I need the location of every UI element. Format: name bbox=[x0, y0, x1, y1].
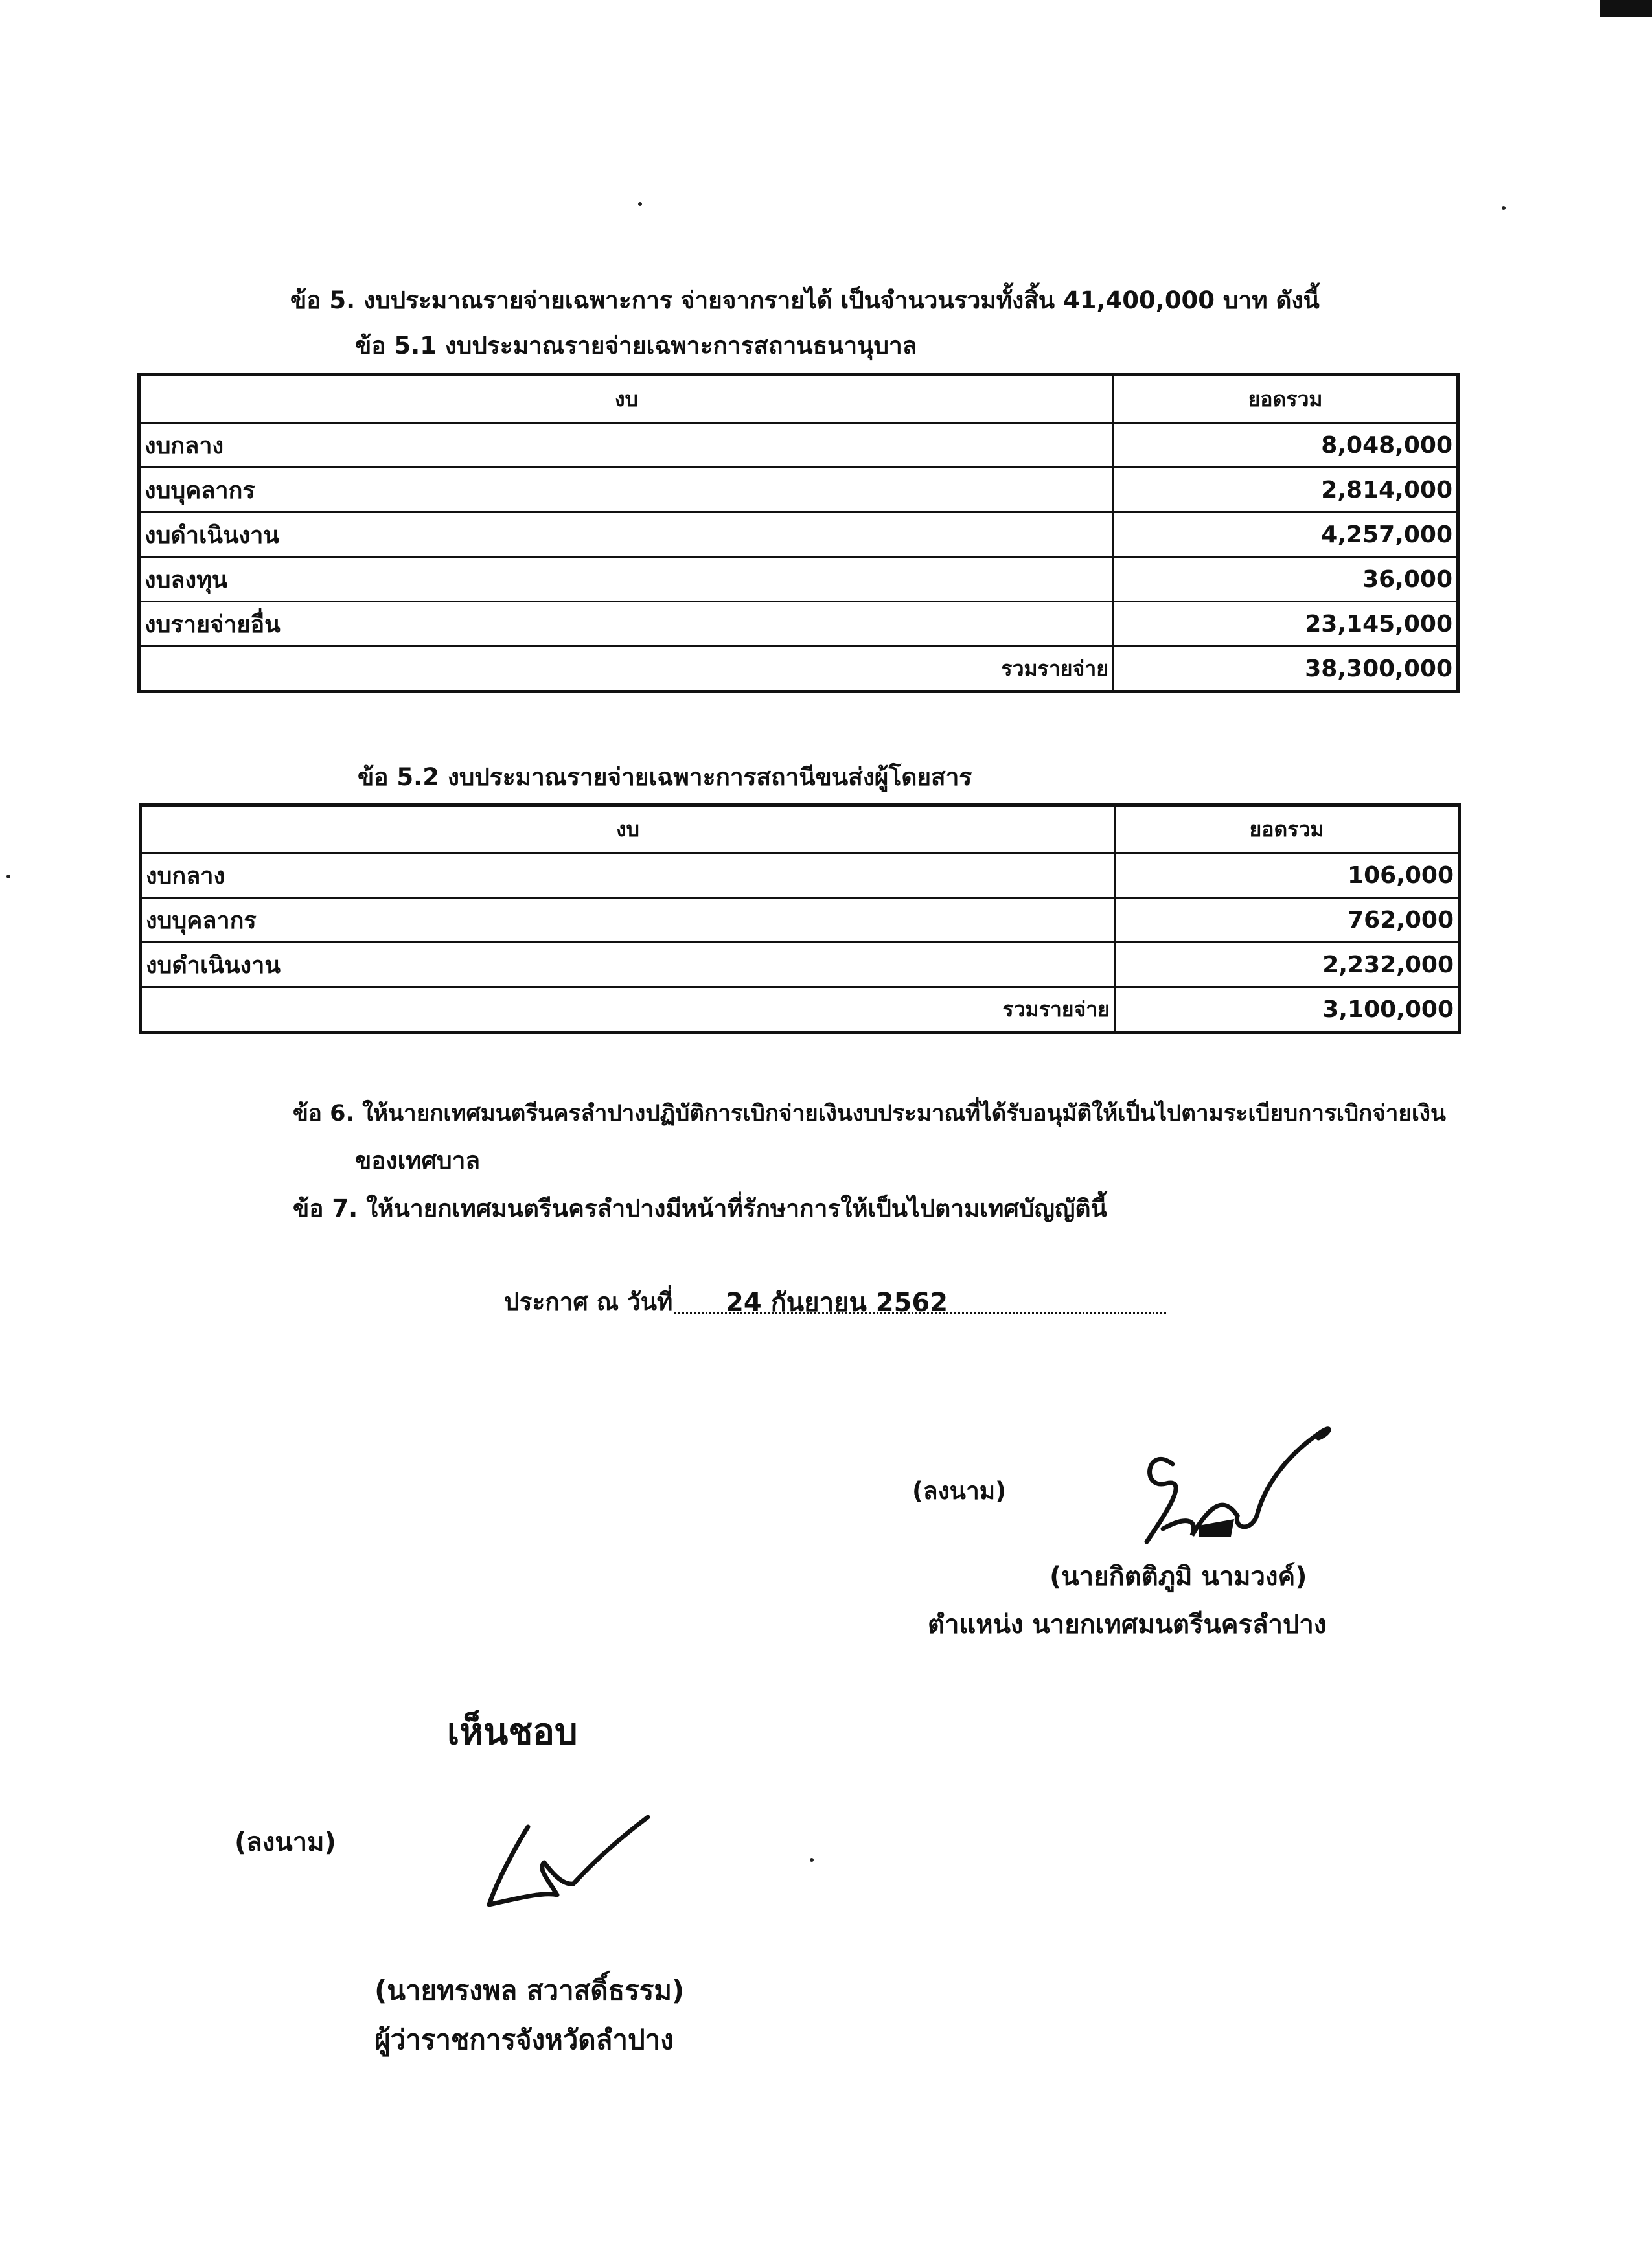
row-amount: 762,000 bbox=[1115, 898, 1460, 943]
clause7: ข้อ 7. ให้นายกเทศมนตรีนครลำปางมีหน้าที่รักษาการให้เป็นไปตามเทศบัญญัตินี้ bbox=[293, 1195, 1107, 1222]
table-row bbox=[141, 853, 1460, 898]
budget-table-5-1 bbox=[137, 373, 1460, 693]
table-row bbox=[141, 898, 1460, 943]
row-amount: 2,814,000 bbox=[1114, 468, 1458, 512]
announcement-label: ประกาศ ณ วันที่ bbox=[504, 1288, 673, 1316]
row-amount: 2,232,000 bbox=[1115, 943, 1460, 987]
column-header-budget: งบ bbox=[139, 375, 1114, 423]
clause5-2-heading: ข้อ 5.2 งบประมาณรายจ่ายเฉพาะการสถานีขนส่งผู้โดยสาร bbox=[358, 763, 972, 791]
approval-heading: เห็นชอบ bbox=[447, 1711, 578, 1753]
total-label: รวมรายจ่าย bbox=[141, 987, 1115, 1033]
row-amount: 23,145,000 bbox=[1114, 602, 1458, 647]
clause5-heading: ข้อ 5. งบประมาณรายจ่ายเฉพาะการ จ่ายจากรายได้ เป็นจำนวนรวมทั้งสิ้น 41,400,000 บาท ดังนี้ bbox=[290, 286, 1320, 314]
table-header-row bbox=[141, 805, 1460, 853]
mayor-signature-image bbox=[1101, 1386, 1348, 1555]
clause5-1-heading: ข้อ 5.1 งบประมาณรายจ่ายเฉพาะการสถานธนานุบาล bbox=[355, 332, 917, 360]
row-amount: 36,000 bbox=[1114, 557, 1458, 602]
mayor-position: ตำแหน่ง นายกเทศมนตรีนครลำปาง bbox=[928, 1610, 1327, 1640]
table-total-row bbox=[139, 647, 1458, 692]
governor-position: ผู้ว่าราชการจังหวัดลำปาง bbox=[374, 2024, 674, 2056]
row-label: งบดำเนินงาน bbox=[141, 943, 1115, 987]
governor-name: (นายทรงพล สวาสดิ์ธรรม) bbox=[374, 1975, 685, 2006]
row-amount: 4,257,000 bbox=[1114, 512, 1458, 557]
table-row bbox=[139, 512, 1458, 557]
row-label: งบบุคลากร bbox=[139, 468, 1114, 512]
clause6-line1: ข้อ 6. ให้นายกเทศมนตรีนครลำปางปฏิบัติการเบิกจ่ายเงินงบประมาณที่ได้รับอนุมัติให้เป็นไปตามระเบียบการเบิกจ่ายเงิน bbox=[293, 1101, 1446, 1127]
table-row bbox=[139, 423, 1458, 468]
mayor-signed-label: (ลงนาม) bbox=[912, 1477, 1007, 1505]
table-header-row bbox=[139, 375, 1458, 423]
table-row bbox=[139, 557, 1458, 602]
scan-speck bbox=[810, 1858, 814, 1862]
row-label: งบกลาง bbox=[139, 423, 1114, 468]
approval-signed-label: (ลงนาม) bbox=[235, 1827, 336, 1857]
row-label: งบดำเนินงาน bbox=[139, 512, 1114, 557]
scan-speck bbox=[6, 875, 10, 878]
row-amount: 106,000 bbox=[1115, 853, 1460, 898]
row-label: งบลงทุน bbox=[139, 557, 1114, 602]
column-header-budget: งบ bbox=[141, 805, 1115, 853]
row-label: งบรายจ่ายอื่น bbox=[139, 602, 1114, 647]
column-header-total: ยอดรวม bbox=[1115, 805, 1460, 853]
row-label: งบกลาง bbox=[141, 853, 1115, 898]
announcement-date: 24 กันยายน 2562 bbox=[674, 1281, 1166, 1314]
row-label: งบบุคลากร bbox=[141, 898, 1115, 943]
total-label: รวมรายจ่าย bbox=[139, 647, 1114, 692]
scan-speck bbox=[1502, 206, 1506, 210]
column-header-total: ยอดรวม bbox=[1114, 375, 1458, 423]
mayor-name: (นายกิตติภูมิ นามวงค์) bbox=[1050, 1562, 1307, 1592]
row-amount: 8,048,000 bbox=[1114, 423, 1458, 468]
scan-corner-mark bbox=[1600, 0, 1652, 17]
clause6-line2: ของเทศบาล bbox=[355, 1147, 481, 1174]
total-amount: 3,100,000 bbox=[1115, 987, 1460, 1033]
budget-table-5-2 bbox=[139, 803, 1461, 1034]
table-row bbox=[141, 943, 1460, 987]
table-total-row bbox=[141, 987, 1460, 1033]
table-row bbox=[139, 602, 1458, 647]
governor-signature-image bbox=[466, 1807, 661, 1924]
total-amount: 38,300,000 bbox=[1114, 647, 1458, 692]
scan-speck bbox=[638, 202, 642, 206]
table-row bbox=[139, 468, 1458, 512]
